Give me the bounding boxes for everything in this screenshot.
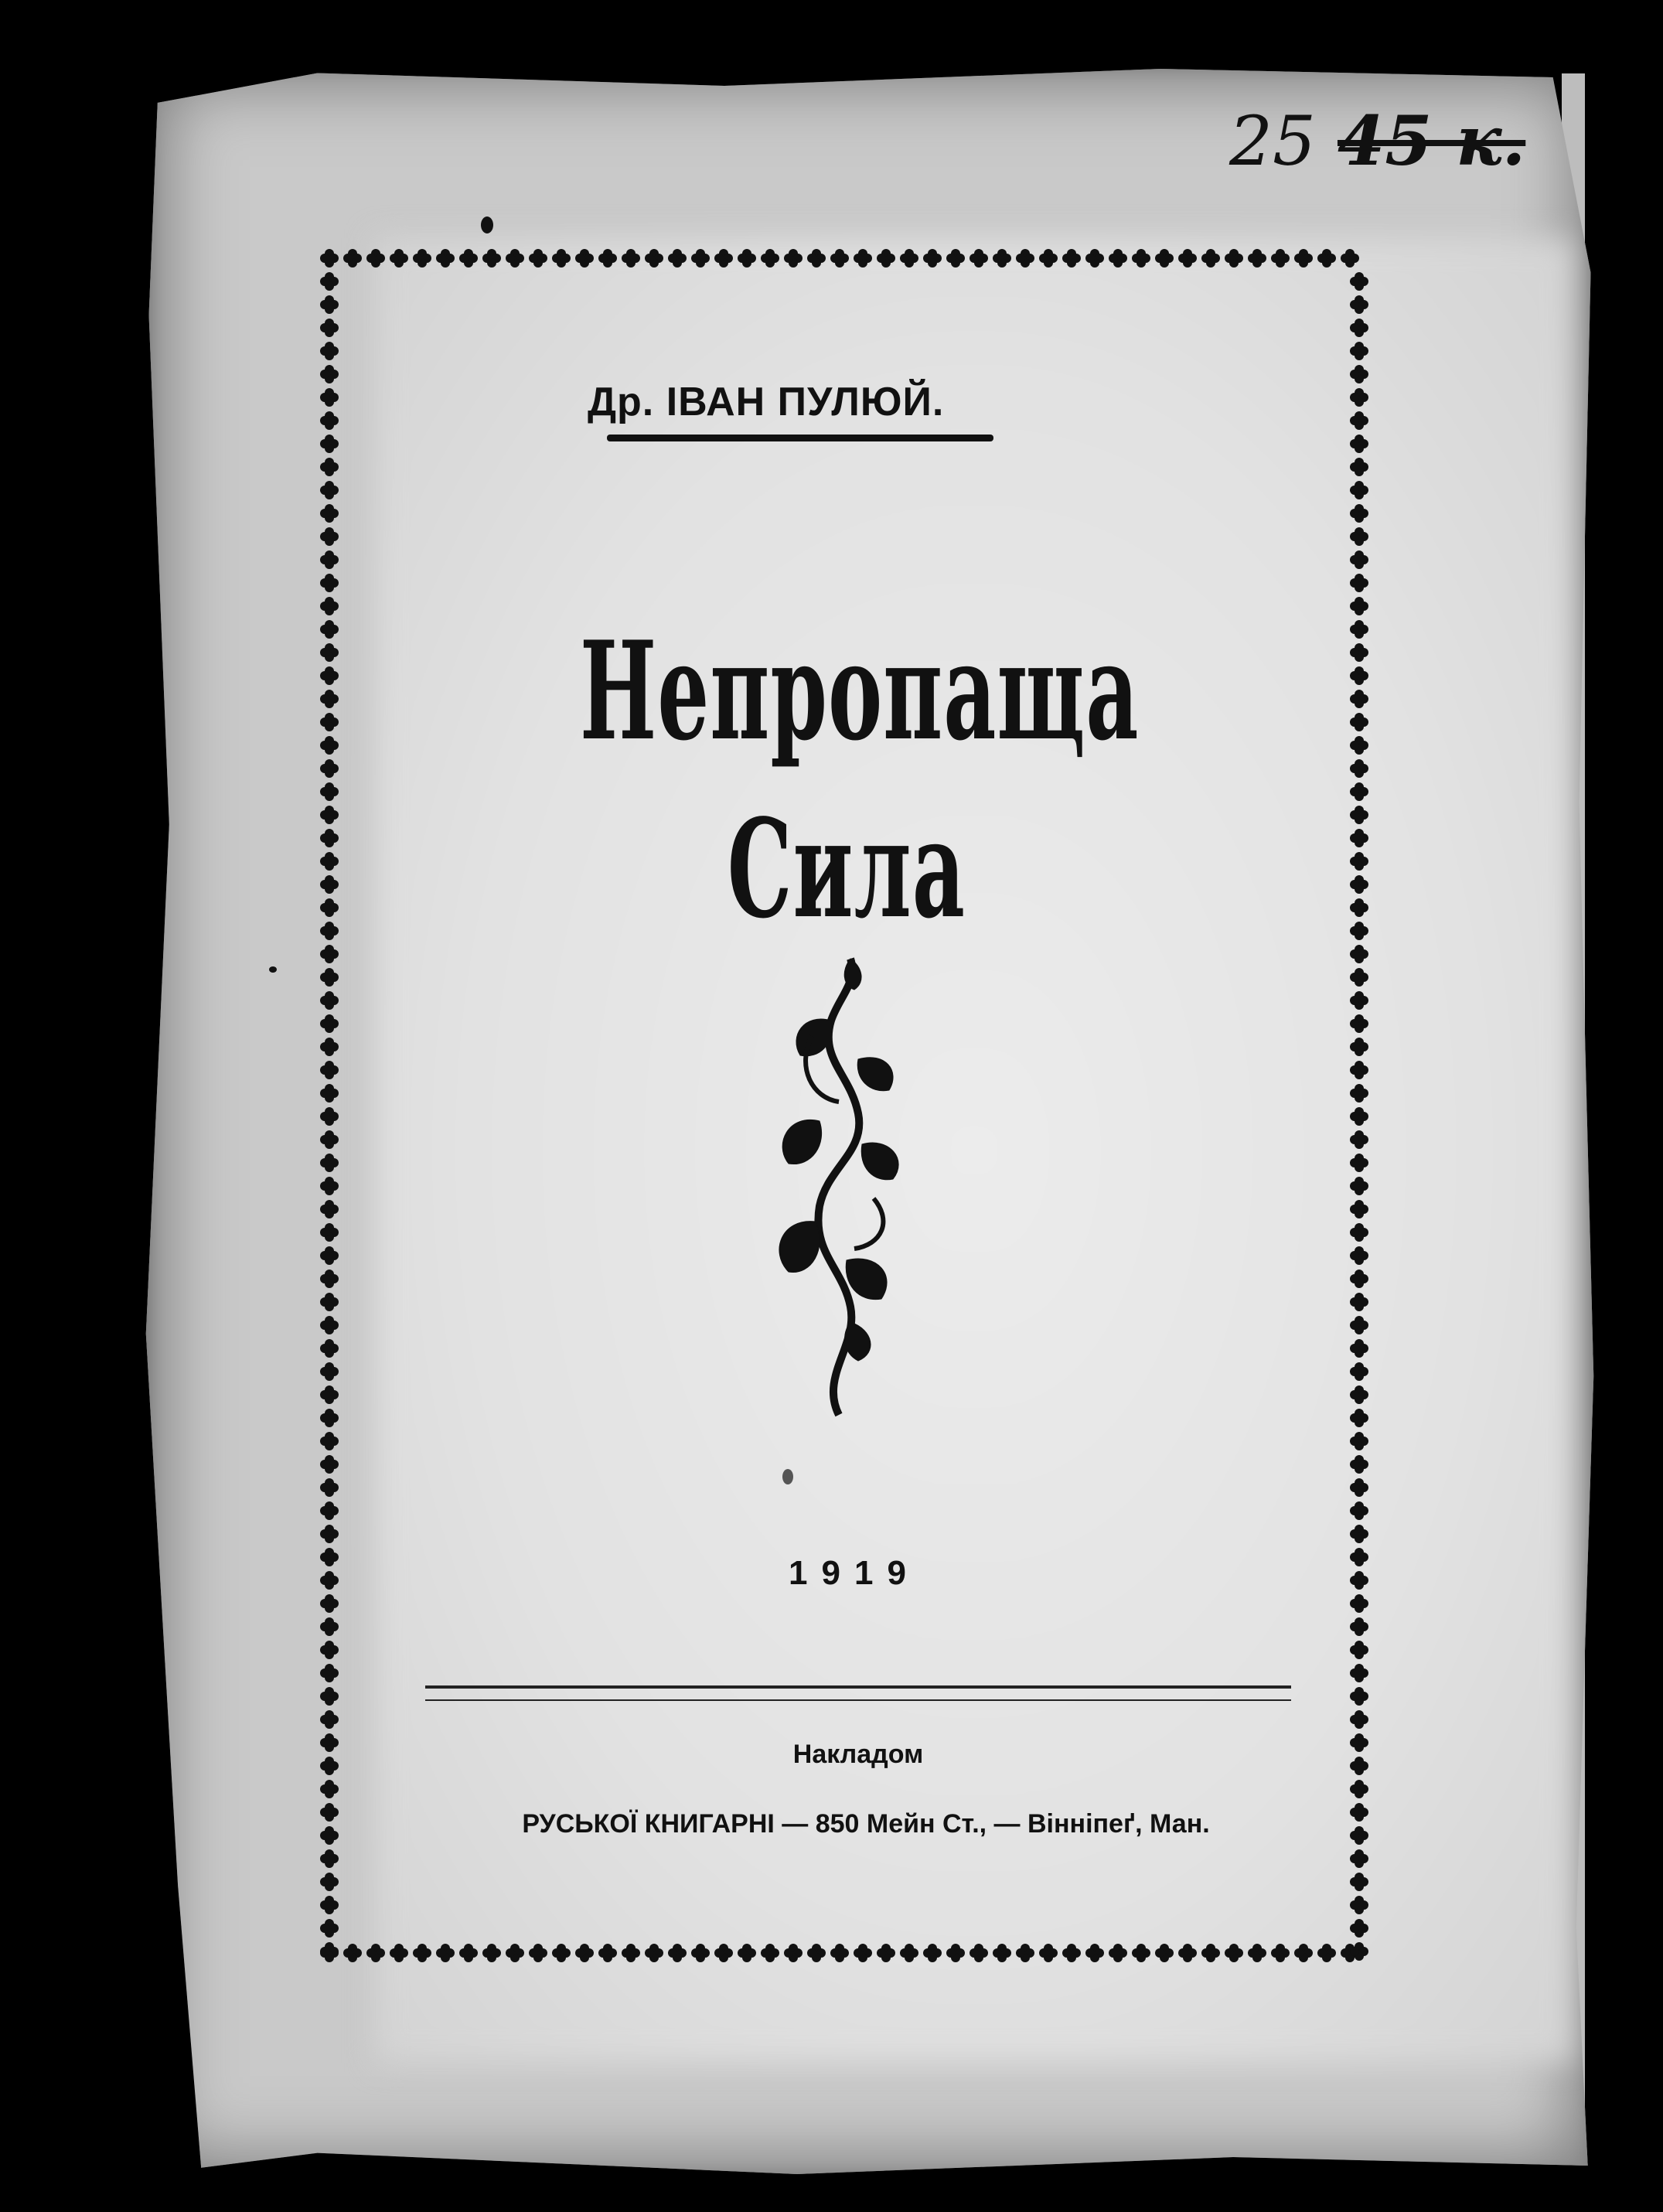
- separator-rule-top: [425, 1685, 1291, 1689]
- publication-year: 1919: [789, 1554, 920, 1592]
- separator-rule-bottom: [425, 1699, 1291, 1701]
- floral-vine-icon: [765, 943, 920, 1423]
- shelfmark-handwritten: [1229, 101, 1525, 181]
- ink-speck: [782, 1469, 793, 1484]
- shelfmark-crossed-out: 45 к.: [1337, 101, 1526, 181]
- author-underline: [607, 435, 993, 441]
- book-title: Непропаща Сила: [580, 612, 1140, 949]
- author-name: Др. ІВАН ПУЛЮЙ.: [588, 380, 945, 424]
- ink-speck: [269, 966, 277, 973]
- publisher-label: Накладом: [792, 1740, 924, 1769]
- publisher-line: РУСЬКОЇ КНИГАРНІ — 850 Мейн Ст., — Вінніпеґ, Ман.: [522, 1809, 1210, 1839]
- ink-speck: [481, 216, 493, 233]
- shelfmark-current: 25: [1229, 101, 1316, 181]
